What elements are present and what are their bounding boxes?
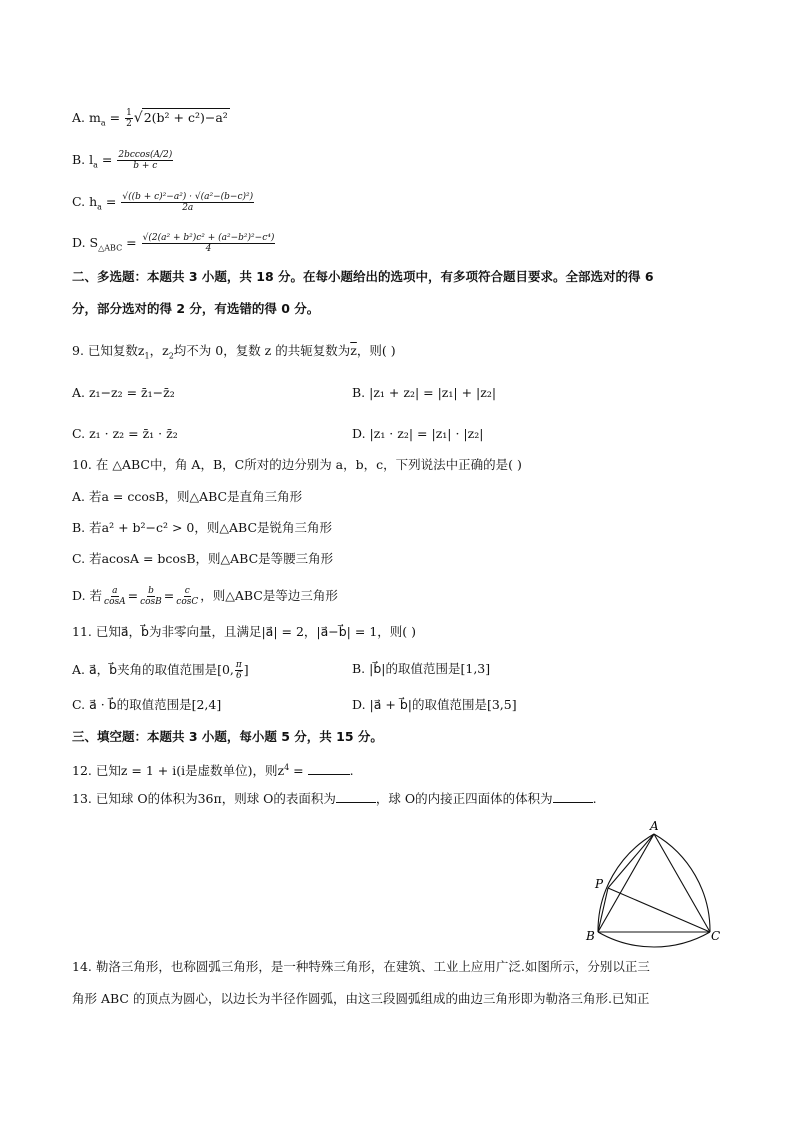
fraction: [121, 192, 254, 213]
stem-text: 12. 已知z = 1 + i(i是虚数单位)，则z: [72, 763, 285, 779]
q9-option-b[interactable]: B. |z₁ + z₂| = |z₁| + |z₂|: [352, 385, 497, 400]
fraction-den: 6: [235, 671, 242, 681]
fraction-num: 1: [126, 108, 132, 118]
formula-sub: △ABC: [98, 243, 123, 253]
stem-text: .: [349, 763, 354, 779]
q10-option-a[interactable]: A. 若a = ccosB，则△ABC是直角三角形: [72, 489, 303, 504]
fraction-num: √((b + c)²−a²) · √(a²−(b−c)²): [122, 192, 254, 202]
option-text: ]: [243, 662, 249, 677]
formula-lhs: m: [89, 110, 101, 125]
label-c: C: [711, 929, 721, 943]
conjugate-z: $\overline{z}$: [350, 343, 357, 358]
fraction: [117, 150, 173, 171]
radicand: 2(b² + c²)−a²: [143, 110, 228, 125]
q11-stem: 11. 已知a⃗，b⃗为非零向量，且满足|a⃗| = 2，|a⃗−b⃗| = 1，则( ): [72, 624, 416, 639]
label-a: A: [650, 819, 659, 833]
stem-text: ，则( ): [356, 343, 396, 358]
q12-stem: [72, 759, 354, 780]
q8-option-a[interactable]: [72, 108, 230, 133]
fraction-den: b + c: [133, 161, 158, 171]
fraction: [235, 660, 243, 681]
side-ab: [598, 834, 654, 932]
stem-text: ，球 O的内接正四面体的体积为: [375, 791, 553, 806]
q11-option-b[interactable]: B. |b⃗|的取值范围是[1,3]: [352, 661, 491, 676]
q14-stem-line2: 角形 ABC 的顶点为圆心，以边长为半径作圆弧，由这三段圆弧组成的曲边三角形即为勒洛三角形.已知正: [72, 991, 650, 1006]
option-label: B.: [72, 152, 86, 167]
label-b: B: [586, 929, 595, 943]
reuleaux-figure: [584, 818, 724, 948]
answer-blank[interactable]: [308, 762, 350, 775]
q11-option-a[interactable]: [72, 660, 249, 681]
stem-text: 均不为 0，复数 z 的共轭复数为: [173, 343, 351, 358]
stem-text: 13. 已知球 O的体积为36π，则球 O的表面积为: [72, 791, 336, 806]
radical-icon: √: [133, 110, 143, 126]
fraction-den: cosC: [176, 597, 199, 607]
q10-option-c[interactable]: C. 若acosA = bcosB，则△ABC是等腰三角形: [72, 551, 334, 566]
q10-option-b[interactable]: B. 若a² + b²−c² > 0，则△ABC是锐角三角形: [72, 520, 333, 535]
fraction-num: 2bccos(A/2): [118, 150, 173, 160]
fraction-den: 4: [205, 244, 212, 254]
equals: =: [105, 110, 125, 125]
fraction-num: π: [235, 660, 242, 670]
formula-sub: a: [93, 160, 98, 170]
answer-blank[interactable]: [553, 790, 593, 803]
fraction-num: b: [148, 586, 154, 596]
q11-option-d[interactable]: D. |a⃗ + b⃗|的取值范围是[3,5]: [352, 697, 517, 712]
side-ac: [654, 834, 710, 932]
arc-cb: [598, 932, 710, 947]
q14-stem-line1: 14. 勒洛三角形，也称圆弧三角形，是一种特殊三角形，在建筑、工业上应用广泛.如图所示，分别以正三: [72, 959, 650, 974]
segment-pa: [608, 834, 654, 888]
stem-text: ，z: [149, 343, 169, 358]
fraction-den: cosA: [104, 597, 126, 607]
segment-pc: [608, 888, 710, 932]
q10-stem: 10. 在 △ABC中，角 A，B，C所对的边分别为 a，b，c，下列说法中正确的是( ): [72, 457, 522, 472]
answer-blank[interactable]: [336, 790, 376, 803]
option-label: A.: [72, 110, 86, 125]
section-heading-multi: 二、多选题：本题共 3 小题，共 18 分。在每小题给出的选项中，有多项符合题目要求。全部选对的得 6: [72, 269, 654, 284]
q9-stem: 9. 已知复数$z_1$，$z_2$均不为 0，复数 z 的共轭复数为$\overline{z}$，则( ): [72, 343, 396, 361]
fraction-num: √(2(a² + b²)c² + (a²−b²)²−c⁴): [142, 233, 275, 243]
option-label: C.: [72, 194, 86, 209]
fraction-num: a: [112, 586, 118, 596]
option-label: D.: [72, 235, 86, 250]
section-heading-multi-cont: 分，部分选对的得 2 分，有选错的得 0 分。: [72, 301, 320, 316]
q10-option-d[interactable]: D. 若 $\frac{a}{\cos A}$ = $\frac{b}{\cos B}$ = $\frac{c}{\cos C}$ ，则△ABC是等边三角形: [72, 586, 338, 607]
formula-lhs: S: [89, 235, 99, 250]
fraction-den: 2a: [182, 203, 194, 213]
formula-sub: a: [97, 202, 102, 212]
q9-option-d[interactable]: D. |z₁ · z₂| = |z₁| · |z₂|: [352, 426, 484, 441]
q9-option-a[interactable]: A. z₁−z₂ = z̄₁−z̄₂: [72, 385, 175, 400]
fraction: [142, 233, 276, 254]
q8-option-c[interactable]: C. $h_a$ = $\frac{\text{√((b + c)²−a²) · √(a²−(b−c)²)}}{2a}$: [72, 192, 254, 213]
fraction-den: cosB: [140, 597, 162, 607]
fraction: [103, 586, 127, 607]
fraction-num: c: [184, 586, 190, 596]
q11-option-c[interactable]: C. a⃗ · b⃗的取值范围是[2,4]: [72, 697, 222, 712]
formula-sub: a: [100, 118, 106, 128]
fraction-den: 2: [126, 119, 132, 129]
q9-option-c[interactable]: C. z₁ · z₂ = z̄₁ · z̄₂: [72, 426, 178, 441]
fraction: [175, 586, 199, 607]
exponent: 4: [284, 763, 290, 772]
stem-text: =: [289, 763, 308, 779]
stem-text: 9. 已知复数z: [72, 343, 145, 358]
option-text: ，则△ABC是等边三角形: [200, 588, 338, 603]
fraction: [125, 108, 133, 129]
q8-option-d[interactable]: D. $S_{\triangle ABC}$ = $\frac{\text{√(2(a² + b²)c² + (a²−b²)²−c⁴)}}{4}$: [72, 233, 275, 254]
formula-lhs: l: [89, 152, 94, 167]
option-text: D. 若: [72, 588, 103, 603]
fraction: [139, 586, 163, 607]
q13-stem: [72, 790, 597, 808]
q8-option-b[interactable]: B. $l_a$ = $\frac{2bccos(A/2)}{b + c}$: [72, 150, 173, 171]
stem-text: .: [592, 791, 597, 806]
option-text: A. a⃗，b⃗夹角的取值范围是[0,: [72, 662, 234, 677]
formula-lhs: h: [89, 194, 98, 209]
label-p: P: [595, 877, 604, 891]
section-heading-fill: 三、填空题：本题共 3 小题，每小题 5 分，共 15 分。: [72, 729, 383, 744]
